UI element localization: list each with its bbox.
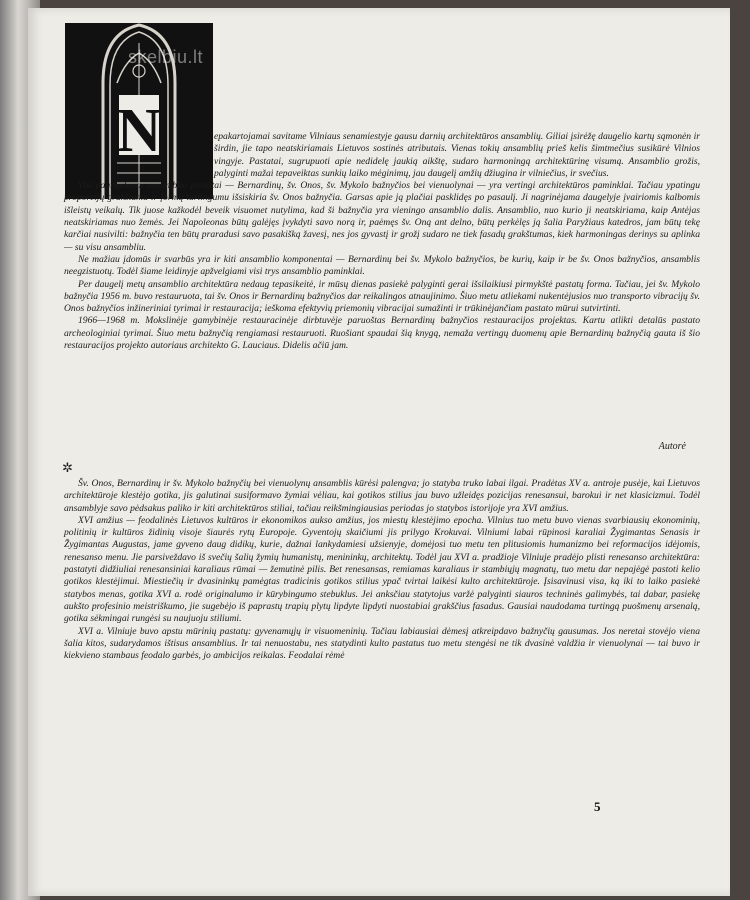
intro-paragraph: 1966—1968 m. Mokslinėje gamybinėje restauracinėje dirbtuvėje paruoštas Bernardinų bažnyčios restauracijos projektas. Kartu atlikti detalūs pastato archeologiniai tyrimai. Šiuo metu bažnyčią rengiamasi restauruoti. Ruošiant spaudai šią knygą, nemaža vertingų duomenų apie Bernardinų bažnyčią gauta iš šio restauracijos projekto autoriaus architekto G. Lauciaus. Didelis ačiū jam. [64, 315, 700, 352]
section-separator: ✲ [62, 460, 73, 475]
author-signature: Autorė [658, 441, 686, 452]
book-page [28, 8, 730, 896]
body-paragraph: XVI a. Vilniuje buvo apstu mūrinių pastatų: gyvenamųjų ir visuomeninių. Tačiau labiausiai dėmesį atkreipdavo bažnyčių gausumas. Jos neretai stovėjo viena šalia kitos, sudarydamos ištisus ansamblius. Ir tai nenuostabu, nes statydinti kulto pastatus tuo metu stengėsi ne tik dvasinė valdžia ir vienuolynai — tai buvo ir kiekvieno stambaus feodalo garbės, jo ambicijos reikalas. Feodalai rėmė [64, 625, 700, 662]
intro-lead-paragraph: epakartojamai savitame Vilniaus senamiestyje gausu darnių architektūros ansamblių. Giliai įsirėžę daugelio kartų sąmonėn ir širdin, jie tapo neatskiriamais Lietuvos sostinės atributais. Vienas tokių ansamblių prieš kelis šimtmečius susikūrė Vilnios vingyje. Pastatai, sugrupuoti apie nedidelę jaukią aikštę, sudaro harmoningą architektūrinę visumą. Ansamblio grožis, palyginti mažai tepaveiktas sunkių laiko mėginimų, jau daugelį amžių džiugina ir vilniečius, ir svečius. [214, 131, 700, 179]
page-number: 5 [594, 799, 601, 814]
watermark: skelbiu.lt [128, 47, 204, 67]
intro-paragraph: Per daugelį metų ansamblio architektūra nedaug tepasikeitė, ir mūsų dienas pasiekė palyginti gerai išsilaikiusi pirmykštė pastatų forma. Tačiau, jei šv. Mykolo bažnyčia 1956 m. buvo restauruota, tai šv. Onos ir Bernardinų bažnyčios dar reikalingos atnaujinimo. Šiuo metu atliekami nukentėjusios nuo transporto vibracijų šv. Onos bažnyčios inžineriniai tyrimai ir restauracija; ieškoma efektyvių priemonių vibracijai sumažinti ir trūkinėjančiam pastato mūrui sutvirtinti. [64, 278, 700, 315]
body-paragraph: XVI amžius — feodalinės Lietuvos kultūros ir ekonomikos aukso amžius, jos miestų klestėjimo epocha. Vilnius tuo metu buvo vienas svarbiausių ekonominių, politinių ir kultūros židinių visoje šiaurės rytų Europoje. Gyventojų skaičiumi jis prilygo Krokuvai. Vilniumi labai rūpinosi karaliai Žygimantas Senasis ir Žygimantas Augustas, jame gyveno daug didikų, kurie, dažnai lankydamiesi užsienyje, domėjosi tuo metu ten plitusiomis humanizmo bei reformacijos idėjomis, renesanso menu. Jie parsiveždavo iš svečių šalių žymių humanistų, menininkų, architektų. Todėl jau XVI a. pradžioje Vilniuje pradėjo plisti renesanso architektūra: pastatyti didžiuliai renesansiniai karaliaus rūmai — žemutinė pilis. Bet renesansas, remiamas karaliaus ir stambiųjų magnatų, tuo metu dar nepajėgė pastoti kelio gotikos klestėjimui. Miestiečių ir dvasininkų pamėgtas tradicinis gotikos stilius ypač tvirtai laikėsi kulto architektūroje. Įsisavinusi visa, ką iki to laiko pasiekė statybos menas, gotika XVI a. rodė originalumo ir kūrybingumo stebuklus. Jei anksčiau statytojus varžė palyginti siauros techninės galimybės, tai dabar, pasiekę aukšto profesinio meistriškumo, jie sugebėjo iš paprastų trapių plytų lipdyte lipdyti nuostabiai grakščius fasadus. Gausiai naudodama turtingą puošmenų arsenalą, gotika sėkmingai rungėsi su naujuoju stiliumi. [64, 514, 700, 625]
main-text [64, 478, 700, 662]
initial-letter: N [116, 97, 162, 165]
intro-paragraph: Ne mažiau įdomūs ir svarbūs yra ir kiti ansamblio komponentai — Bernardinų bei šv. Mykolo bažnyčios, be kurių, kaip ir be šv. Onos bažnyčios, ansamblis neegzistuotų. Todėl šiame leidinyje apžvelgiami visi trys ansamblio paminklai. [64, 253, 700, 278]
body-paragraph: Šv. Onos, Bernardinų ir šv. Mykolo bažnyčių bei vienuolynų ansamblis kūrėsi palengva; jo statyba truko labai ilgai. Pradėtas XV a. antroje pusėje, kai Lietuvos architektūroje klestėjo gotika, jis galutinai susiformavo žymiai vėliau, kai gotikos stilius jau buvo užleidęs pozicijas renesansui, barokui ir net klasicizmui. Todėl ansamblyje savo pėdsakus paliko ir kiti architektūros stiliai, tačiau reikšmingiausias periodas jo statybos istorijoje yra XVI amžius. [64, 478, 700, 514]
intro-section [64, 131, 700, 352]
intro-paragraph: Visi pagrindiniai ansamblio pastatai — Bernardinų, šv. Onos, šv. Mykolo bažnyčios bei vienuolynai — yra vertingi architektūros paminklai. Tačiau ypatingu proporcijų grakštumu ir formų turtingumu išsiskiria šv. Onos bažnyčia. Garsas apie ją plačiai pasklidęs po pasaulį. Ji nagrinėjama daugelyje įvairiomis kalbomis išleistų veikalų. Tik juose kažkodėl beveik visuomet nutylima, kad ši bažnyčia yra vieningo ansamblio dalis. Ansamblio, nuo kurio ji neatskiriama, kaip Antėjas neatskiriamas nuo žemės. Jei Napoleonas būtų galėjęs įvykdyti savo norą ir, paėmęs šv. Oną ant delno, būtų perkėlęs ją šalia Paryžiaus katedros, jam būtų tekę karčiai nusivilti: bažnyčia ten būtų praradusi savo pasakišką žavesį, nes jos gyvastį ir grožį sudaro ne tiek fasadų grakštumas, kiek harmoningas derinys su aplinka — su visu ansambliu. [64, 180, 700, 253]
